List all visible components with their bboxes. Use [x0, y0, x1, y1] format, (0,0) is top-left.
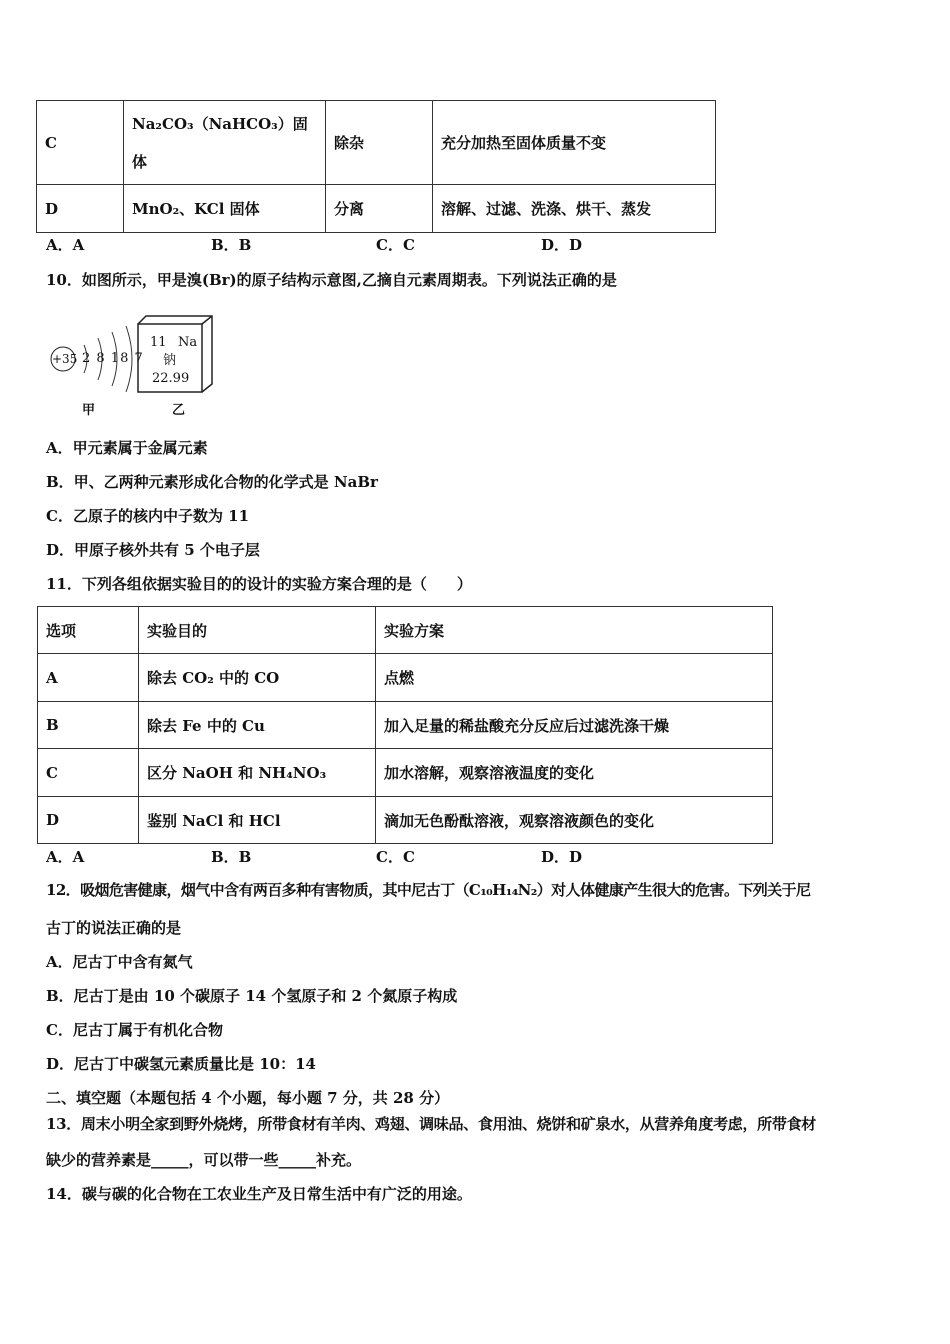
question-12-stem: 12．吸烟危害健康，烟气中含有两百多种有害物质，其中尼古丁（C₁₀H₁₄N₂）对人体健康产生很大的危害。下列关于尼	[46, 881, 811, 899]
cell-text: Na₂CO₃（NaHCO₃）固	[132, 114, 308, 133]
cell: 除去 CO₂ 中的 CO	[139, 654, 376, 702]
cell: 区分 NaOH 和 NH₄NO₃	[139, 749, 376, 797]
table-row	[38, 749, 773, 797]
table-header	[38, 607, 773, 654]
question-13-stem: 13．周末小明全家到野外烧烤，所带食材有羊肉、鸡翅、调味品、食用油、烧饼和矿泉水，从营养角度考虑，所带食材	[46, 1115, 816, 1133]
option: B．尼古丁是由 10 个碳原子 14 个氢原子和 2 个氮原子构成	[46, 987, 458, 1005]
answer-choice: C．C	[376, 848, 415, 866]
table-q9-continued	[36, 100, 716, 233]
atomic-number: 11	[150, 335, 167, 350]
label-yi: 乙	[172, 403, 186, 418]
table-row	[38, 654, 773, 702]
answer-choice: C．C	[376, 236, 415, 254]
cell: 加入足量的稀盐酸充分反应后过滤洗涤干燥	[376, 702, 773, 749]
answer-choice: D．D	[541, 848, 583, 866]
label-jia: 甲	[82, 403, 96, 418]
cell: D	[37, 185, 124, 233]
table-row	[37, 101, 716, 185]
cell: 溶解、过滤、洗涤、烘干、蒸发	[433, 185, 716, 233]
answer-choice: A．A	[46, 236, 85, 254]
cell: 点燃	[376, 654, 773, 702]
option: D．尼古丁中碳氢元素质量比是 10：14	[46, 1055, 316, 1073]
cell: D	[38, 797, 139, 844]
answer-choice: B．B	[211, 848, 252, 866]
question-13-stem-cont: 缺少的营养素是_____，可以带一些_____补充。	[46, 1151, 362, 1169]
electron-shells: 2 8 18 7	[82, 351, 144, 366]
cell: C	[38, 749, 139, 797]
cell: A	[38, 654, 139, 702]
table-q11	[37, 606, 773, 844]
section-heading: 二、填空题（本题包括 4 个小题，每小题 7 分，共 28 分）	[46, 1089, 450, 1107]
option: A．甲元素属于金属元素	[46, 439, 208, 457]
option: B．甲、乙两种元素形成化合物的化学式是 NaBr	[46, 473, 378, 491]
atomic-mass: 22.99	[152, 371, 190, 386]
answer-choice: D．D	[541, 236, 583, 254]
question-11-stem: 11．下列各组依据实验目的的设计的实验方案合理的是（ ）	[46, 575, 472, 593]
option: C．乙原子的核内中子数为 11	[46, 507, 250, 525]
cell: 加水溶解，观察溶液温度的变化	[376, 749, 773, 797]
question-14-stem: 14．碳与碳的化合物在工农业生产及日常生活中有广泛的用途。	[46, 1185, 472, 1203]
cell: 除杂	[326, 101, 433, 185]
header-cell: 实验方案	[376, 607, 773, 654]
cell: 除去 Fe 中的 Cu	[139, 702, 376, 749]
cell: 分离	[326, 185, 433, 233]
cell	[124, 101, 326, 185]
table-row	[38, 702, 773, 749]
cell: 鉴别 NaCl 和 HCl	[139, 797, 376, 844]
element-name: 钠	[163, 353, 177, 368]
question-10-stem: 10．如图所示，甲是溴(Br)的原子结构示意图,乙摘自元素周期表。下列说法正确的是	[46, 271, 617, 289]
element-symbol: Na	[178, 335, 198, 350]
cell: 充分加热至固体质量不变	[433, 101, 716, 185]
cell: C	[37, 101, 124, 185]
answer-choice: A．A	[46, 848, 85, 866]
option: D．甲原子核外共有 5 个电子层	[46, 541, 260, 559]
cell: MnO₂、KCl 固体	[124, 185, 326, 233]
header-cell: 选项	[38, 607, 139, 654]
nucleus-charge: +35	[52, 352, 78, 366]
cell: 滴加无色酚酞溶液，观察溶液颜色的变化	[376, 797, 773, 844]
question-12-stem-cont: 古丁的说法正确的是	[46, 919, 182, 937]
cell-text: 体	[132, 152, 148, 171]
cell: B	[38, 702, 139, 749]
option: A．尼古丁中含有氮气	[46, 953, 193, 971]
table-row	[38, 797, 773, 844]
header-cell: 实验目的	[139, 607, 376, 654]
table-row	[37, 185, 716, 233]
answer-choice: B．B	[211, 236, 252, 254]
option: C．尼古丁属于有机化合物	[46, 1021, 223, 1039]
